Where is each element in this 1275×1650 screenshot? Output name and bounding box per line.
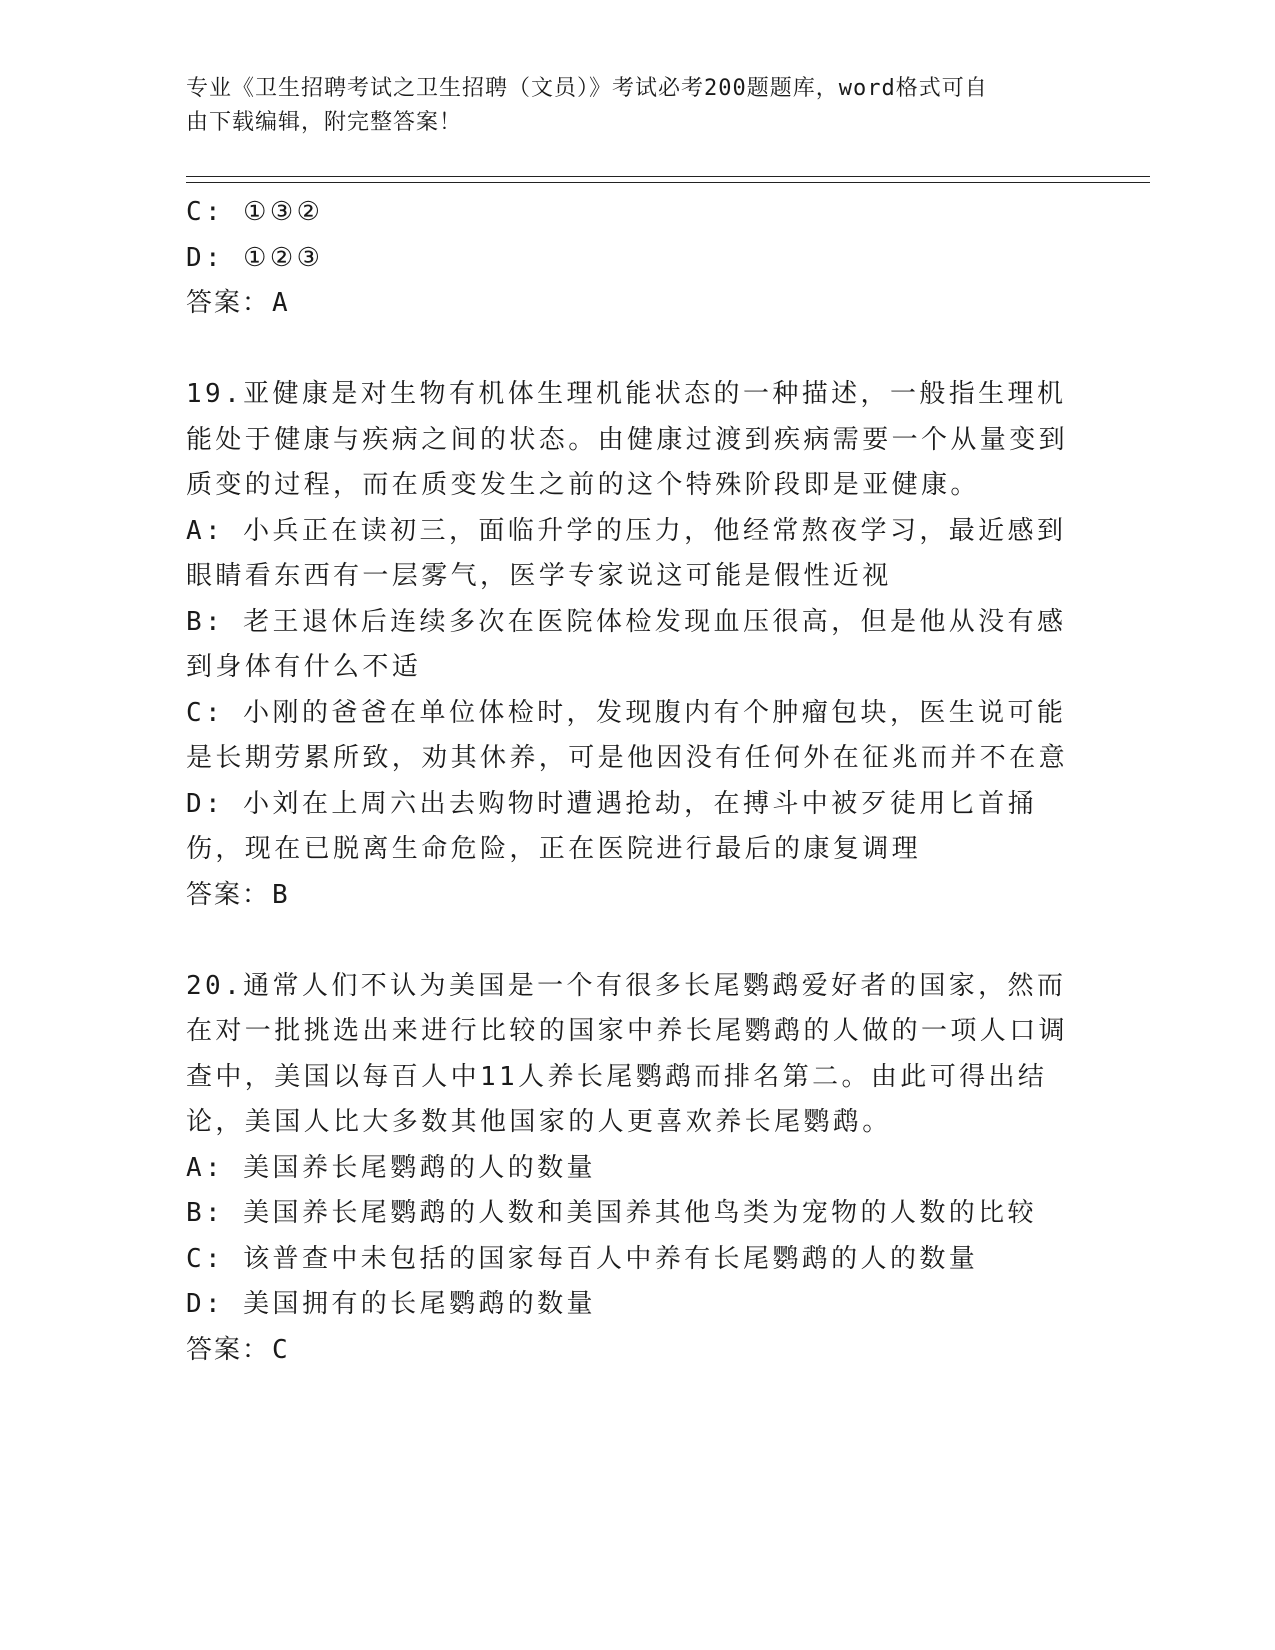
answer-value: C (272, 1334, 288, 1365)
header-divider-bottom (186, 182, 1150, 183)
question-stem: 20.通常人们不认为美国是一个有很多长尾鹦鹉爱好者的国家，然而在对一批挑选出来进行比较的国家中养长尾鹦鹉的人做的一项人口调查中，美国以每百人中11人养长尾鹦鹉而排名第二。由此可得出结论，美国人比大多数其他国家的人更喜欢养长尾鹦鹉。 (186, 970, 1069, 1137)
question-stem: 19.亚健康是对生物有机体生理机能状态的一种描述，一般指生理机能处于健康与疾病之间的状态。由健康过渡到疾病需要一个从量变到质变的过程，而在质变发生之前的这个特殊阶段即是亚健康。 (186, 379, 1069, 500)
option-a: A: 小兵正在读初三，面临升学的压力，他经常熬夜学习，最近感到眼睛看东西有一层雾气，医学专家说这可能是假性近视 (186, 515, 1067, 591)
option-c: C: 小刚的爸爸在单位体检时，发现腹内有个肿瘤包块，医生说可能是长期劳累所致，劝其休养，可是他因没有任何外在征兆而并不在意 (186, 697, 1069, 773)
option-b: B: 老王退休后连续多次在医院体检发现血压很高，但是他从没有感到身体有什么不适 (186, 606, 1067, 682)
spacer (186, 327, 1086, 373)
option-b: B: 美国养长尾鹦鹉的人数和美国养其他鸟类为宠物的人数的比较 (186, 1198, 1037, 1228)
question-20 (186, 964, 1086, 1374)
header-divider-top (186, 176, 1150, 177)
option-d: D: 小刘在上周六出去购物时遭遇抢劫，在搏斗中被歹徒用匕首捅伤，现在已脱离生命危险，正在医院进行最后的康复调理 (186, 788, 1037, 864)
option-a: A: 美国养长尾鹦鹉的人的数量 (186, 1152, 596, 1183)
answer-line (186, 281, 1086, 327)
option-c: C: 该普查中未包括的国家每百人中养有长尾鹦鹉的人的数量 (186, 1243, 979, 1274)
question-19 (186, 372, 1086, 918)
header-title-line-1: 专业《卫生招聘考试之卫生招聘（文员）》考试必考200题题库，word格式可自 (186, 76, 988, 101)
option-d: D: 美国拥有的长尾鹦鹉的数量 (186, 1289, 596, 1319)
previous-question-tail (186, 190, 1086, 327)
spacer (186, 918, 1086, 964)
answer-label: 答案： (186, 879, 271, 910)
option-c: C: ①③② (186, 197, 324, 227)
header-title-line-2: 由下载编辑，附完整答案！ (186, 110, 463, 135)
answer-line (186, 1328, 1086, 1374)
answer-value: B (272, 879, 288, 910)
answer-label: 答案： (186, 288, 271, 318)
answer-value: A (272, 288, 288, 318)
question-content (186, 190, 1086, 1373)
document-header (186, 72, 1066, 140)
option-d: D: ①②③ (186, 242, 324, 273)
answer-line (186, 873, 1086, 919)
answer-label: 答案： (186, 1334, 271, 1365)
